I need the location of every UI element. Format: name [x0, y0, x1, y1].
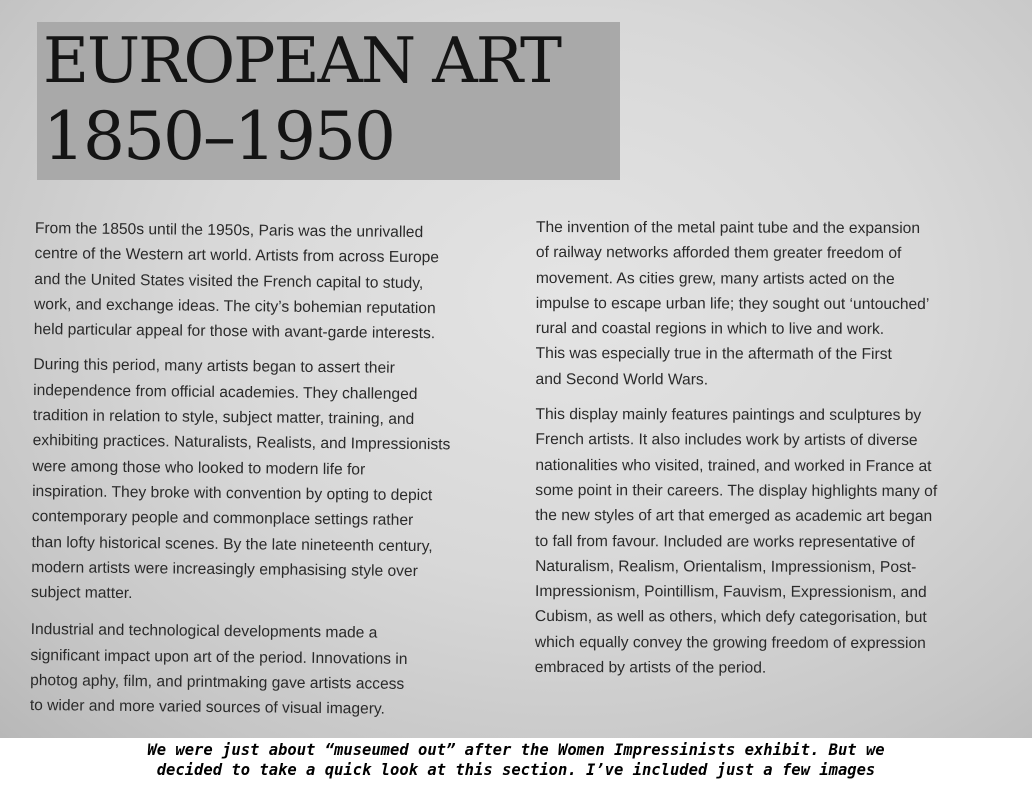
- sign-text-line: tradition in relation to style, subject matter, training, and: [32, 407, 415, 429]
- sign-text-line: movement. As cities grew, many artists acted on the: [535, 269, 895, 288]
- sign-text-line: of railway networks afforded them greater freedom of: [535, 244, 902, 263]
- sign-text-line: This display mainly features paintings and sculptures by: [535, 406, 922, 425]
- sign-text-line: some point in their careers. The display highlights many of: [535, 481, 938, 501]
- sign-text-line: contemporary people and commonplace settings rather: [31, 508, 414, 530]
- sign-paragraph: [30, 617, 491, 723]
- sign-text-line: which equally convey the growing freedom of expression: [534, 633, 926, 652]
- sign-text-line: Naturalism, Realism, Orientalism, Impressionism, Post-: [535, 557, 917, 576]
- sign-text-line: Impressionism, Pointillism, Fauvism, Expressionism, and: [534, 583, 927, 602]
- sign-title-band: [37, 22, 620, 180]
- sign-title: EUROPEAN ART: [43, 24, 561, 97]
- sign-text-line: photog aphy, film, and printmaking gave artists access: [30, 672, 405, 693]
- sign-text-line: than lofty historical scenes. By the late nineteenth century,: [31, 533, 433, 555]
- sign-text-line: inspiration. They broke with convention by opting to depict: [32, 482, 433, 505]
- sign-text-line: The invention of the metal paint tube and the expansion: [535, 218, 921, 238]
- sign-text-line: to wider and more varied sources of visual imagery.: [29, 697, 386, 719]
- sign-text-line: significant impact upon art of the period. Innovations in: [30, 646, 408, 668]
- sign-text-line: modern artists were increasingly emphasising style over: [31, 558, 418, 580]
- sign-text-line: From the 1850s until the 1950s, Paris was the unrivalled: [34, 219, 424, 242]
- sign-right-column: [535, 215, 996, 682]
- caption-line-2: decided to take a quick look at this section. I’ve included just a few images: [156, 761, 876, 779]
- sign-text-line: subject matter.: [30, 584, 133, 603]
- sign-text-line: work, and exchange ideas. The city’s bohemian reputation: [33, 295, 436, 318]
- sign-text-line: impulse to escape urban life; they sought out ‘untouched’: [535, 294, 930, 313]
- caption-line-1: We were just about “museumed out” after the Women Impressinists exhibit. But we: [147, 741, 885, 759]
- sign-text-line: Cubism, as well as others, which defy categorisation, but: [534, 608, 927, 627]
- sign-text-line: exhibiting practices. Naturalists, Realists, and Impressionists: [32, 432, 451, 454]
- sign-text-line: were among those who looked to modern life for: [32, 457, 366, 479]
- sign-text-line: independence from official academies. They challenged: [33, 381, 418, 403]
- sign-text-line: nationalities who visited, trained, and worked in France at: [535, 456, 932, 475]
- sign-text-line: held particular appeal for those with avant-garde interests.: [33, 321, 436, 343]
- sign-text-line: rural and coastal regions in which to live and work.: [535, 320, 885, 339]
- sign-text-line: French artists. It also includes work by artists of diverse: [535, 431, 918, 450]
- sign-paragraph: [535, 402, 996, 681]
- sign-text-line: and Second World Wars.: [535, 370, 709, 389]
- photo-caption: [0, 740, 1032, 800]
- sign-paragraph: [34, 216, 495, 347]
- sign-text-line: centre of the Western art world. Artists from across Europe: [34, 245, 440, 267]
- sign-paragraph: [31, 352, 494, 610]
- sign-text-line: Industrial and technological developments made a: [30, 621, 378, 643]
- sign-text-line: and the United States visited the French capital to study,: [34, 270, 424, 292]
- sign-left-column: [30, 216, 495, 723]
- sign-text-line: embraced by artists of the period.: [534, 659, 767, 677]
- sign-paragraph: [536, 215, 996, 393]
- sign-text-line: to fall from favour. Included are works representative of: [535, 532, 915, 551]
- sign-date-range: 1850–1950: [43, 98, 394, 175]
- sign-text-line: This was especially true in the aftermath of the First: [535, 345, 892, 364]
- sign-text-line: During this period, many artists began to assert their: [33, 356, 395, 378]
- sign-text-line: the new styles of art that emerged as academic art began: [535, 507, 933, 526]
